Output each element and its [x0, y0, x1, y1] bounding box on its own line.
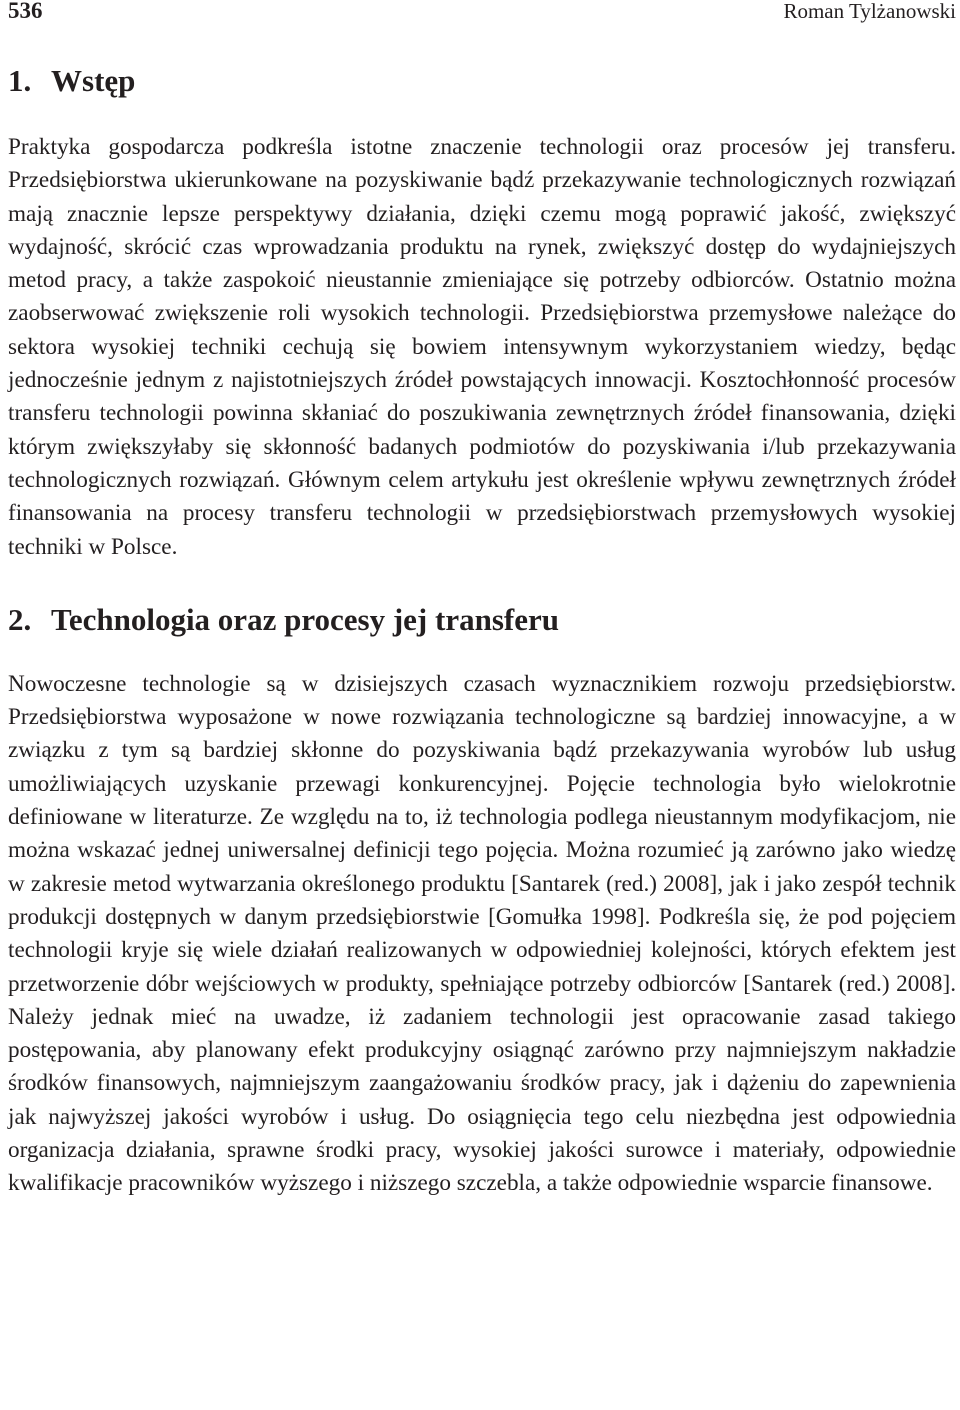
document-page [8, 0, 956, 1201]
section-heading [8, 63, 956, 99]
section-title: Wstęp [51, 63, 136, 98]
section-introduction [8, 63, 956, 564]
running-header [8, 0, 956, 25]
section-technology-transfer [8, 602, 956, 1201]
section-title: Technologia oraz procesy jej transferu [51, 601, 559, 637]
section-number: 1. [8, 63, 32, 98]
body-paragraph: Praktyka gospodarcza podkreśla istotne znaczenie technologii oraz procesów jej transferu. Przedsiębiorstwa ukierunkowane na pozyskiwanie bądź przekazywanie technologicznych rozwiązań mają znacznie lepsze perspektywy działania, dzięki czemu mogą poprawić jakość, zwiększyć wydajność, skrócić czas wprowadzania produktu na rynek, zwiększyć dostęp do wydajniejszych metod pracy, a także zaspokoić nieustannie zmieniające się potrzeby odbiorców. Ostatnio można zaobserwować zwiększenie roli wysokich technologii. Przedsiębiorstwa przemysłowe należące do sektora wysokiej techniki cechują się bowiem intensywnym wykorzystaniem wiedzy, będąc jednocześnie jednym z najistotniejszych źródeł powstających innowacji. Kosztochłonność procesów transferu technologii powinna skłaniać do poszukiwania zewnętrznych źródeł finansowania, dzięki którym zwiększyłaby się skłonność badanych podmiotów do pozyskiwania i/lub przekazywania technologicznych rozwiązań. Głównym celem artykułu jest określenie wpływu zewnętrznych źródeł finansowania na procesy transferu technologii w przedsiębiorstwach przemysłowych wysokiej techniki w Polsce. [8, 134, 956, 560]
section-number: 2. [8, 601, 32, 637]
section-heading [8, 602, 956, 638]
page-number: 536 [8, 0, 43, 23]
body-paragraph: Nowoczesne technologie są w dzisiejszych czasach wyznacznikiem rozwoju przedsiębiorstw. Przedsiębiorstwa wyposażone w nowe rozwiązania technologiczne są bardziej innowacyjne, a w związku z tym są bardziej skłonne do pozyskiwania bądź przekazywania wyrobów lub usług umożliwiających uzyskanie przewagi konkurencyjnej. Pojęcie technologia było wielokrotnie definiowane w literaturze. Ze względu na to, iż technologia podlega nieustannym modyfikacjom, nie można wskazać jednej uniwersalnej definicji tego pojęcia. Można rozumieć ją zarówno jako wiedzę w zakresie metod wytwarzania określonego produktu [Santarek (red.) 2008], jak i jako zespół technik produkcji dostępnych w danym przedsiębiorstwie [Gomułka 1998]. Podkreśla się, że pod pojęciem technologii kryje się wiele działań realizowanych w odpowiedniej kolejności, których efektem jest przetworzenie dóbr wejściowych w produkty, spełniające potrzeby odbiorców [Santarek (red.) 2008]. Należy jednak mieć na uwadze, iż zadaniem technologii jest opracowanie zasad takiego postępowania, aby planowany efekt produkcyjny osiągnąć zarówno przy najmniejszym nakładzie środków finansowych, najmniejszym zaangażowaniu środków pracy, jak i dążeniu do zapewnienia jak najwyższej jakości wyrobów i usług. Do osiągnięcia tego celu niezbędna jest odpowiednia organizacja działania, sprawne środki pracy, wysokiej jakości surowce i materiały, odpowiednie kwalifikacje pracowników wyższego i niższego szczebla, a także odpowiednie wsparcie finansowe. [8, 670, 956, 1197]
running-header-author: Roman Tylżanowski [783, 0, 956, 23]
